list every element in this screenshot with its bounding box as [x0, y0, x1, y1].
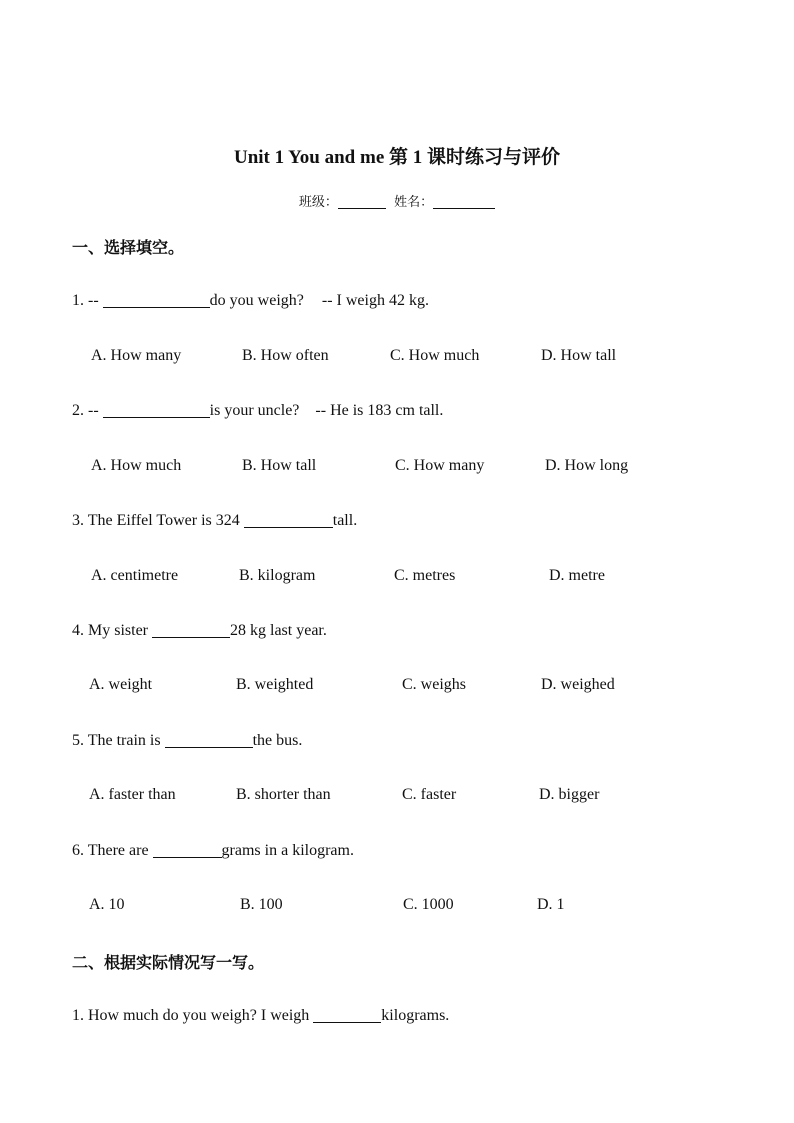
option-b[interactable]: B. 100 [240, 896, 283, 913]
answer-blank[interactable] [103, 291, 210, 308]
question-text: is your uncle? [209, 402, 300, 419]
question-1 [72, 291, 429, 310]
question-number: 5. The train is [72, 732, 161, 749]
name-blank[interactable] [433, 192, 495, 209]
option-a[interactable]: A. How much [91, 457, 182, 474]
question-reply: -- He is 183 cm tall. [315, 402, 444, 419]
question-text: grams in a kilogram. [221, 842, 354, 859]
answer-blank[interactable] [103, 401, 210, 418]
option-d[interactable]: D. metre [549, 567, 605, 584]
option-c[interactable]: C. How much [390, 347, 480, 364]
option-d[interactable]: D. weighed [541, 676, 615, 693]
option-c[interactable]: C. How many [395, 457, 485, 474]
question-number: 1. -- [72, 292, 99, 309]
question-text: tall. [332, 512, 358, 529]
question-text: the bus. [252, 732, 303, 749]
option-b[interactable]: B. weighted [236, 676, 314, 693]
question-text: 28 kg last year. [230, 622, 327, 639]
option-d[interactable]: D. How tall [541, 347, 617, 364]
option-c[interactable]: C. weighs [402, 676, 466, 693]
question-reply: -- I weigh 42 kg. [321, 292, 429, 309]
answer-blank[interactable] [313, 1006, 381, 1023]
option-b[interactable]: B. How often [242, 347, 329, 364]
option-b[interactable]: B. kilogram [239, 567, 316, 584]
question-number: 4. My sister [72, 622, 148, 639]
student-info [0, 191, 794, 210]
option-a[interactable]: A. How many [91, 347, 182, 364]
option-d[interactable]: D. bigger [539, 786, 600, 803]
name-label: 姓名： [394, 195, 434, 210]
option-a[interactable]: A. centimetre [91, 567, 179, 584]
option-d[interactable]: D. How long [545, 457, 629, 474]
class-label: 班级： [298, 195, 338, 210]
answer-blank[interactable] [153, 841, 222, 858]
class-blank[interactable] [338, 192, 386, 209]
section-one-heading: 一、选择填空。 [72, 238, 185, 257]
question-text-end: kilograms. [381, 1007, 450, 1024]
option-c[interactable]: C. metres [394, 567, 456, 584]
question-4 [72, 621, 327, 640]
question-number: 2. -- [72, 402, 99, 419]
answer-blank[interactable] [152, 621, 230, 638]
answer-blank[interactable] [244, 511, 333, 528]
question-2 [72, 401, 443, 420]
answer-blank[interactable] [165, 731, 253, 748]
page-title: Unit 1 You and me 第 1 课时练习与评价 [233, 147, 560, 168]
option-d[interactable]: D. 1 [537, 896, 565, 913]
question-text: do you weigh? [209, 292, 304, 309]
section-two-heading: 二、根据实际情况写一写。 [72, 953, 265, 972]
option-c[interactable]: C. faster [402, 786, 457, 803]
question-6 [72, 841, 354, 860]
option-b[interactable]: B. How tall [242, 457, 317, 474]
option-a[interactable]: A. faster than [89, 786, 176, 803]
question-text: 1. How much do you weigh? I weigh [72, 1007, 310, 1024]
option-b[interactable]: B. shorter than [236, 786, 331, 803]
question-5 [72, 731, 302, 750]
question-number: 3. The Eiffel Tower is 324 [72, 512, 240, 529]
option-a[interactable]: A. weight [89, 676, 153, 693]
part-two-question-1 [72, 1006, 449, 1025]
question-3 [72, 511, 357, 530]
question-number: 6. There are [72, 842, 149, 859]
option-a[interactable]: A. 10 [89, 896, 125, 913]
option-c[interactable]: C. 1000 [403, 896, 454, 913]
